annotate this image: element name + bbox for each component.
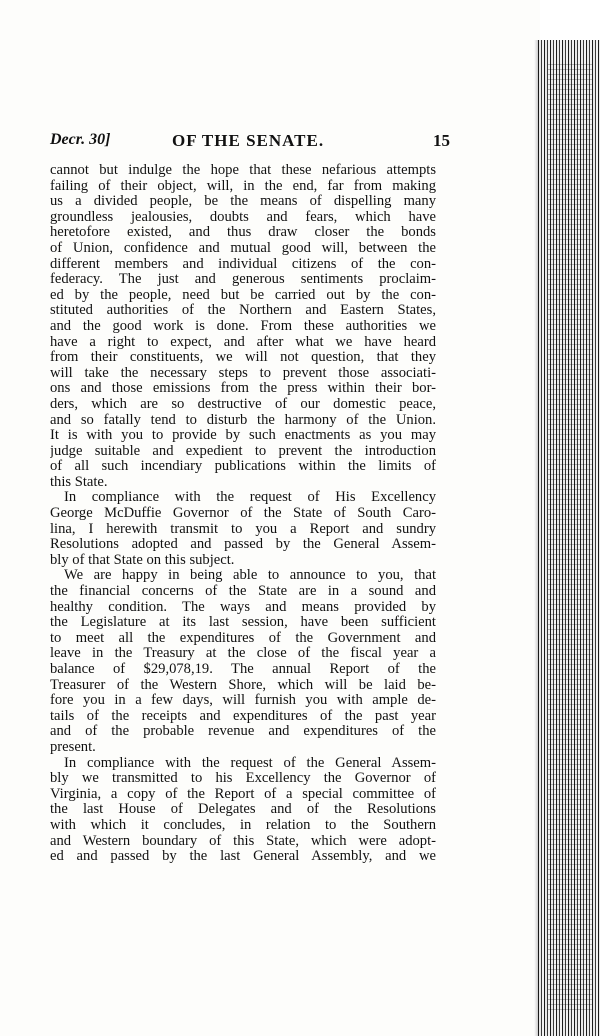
- text-line: heretofore existed, and thus draw closer the bonds: [50, 225, 436, 241]
- text-line: present.: [50, 739, 96, 755]
- body-text: [50, 163, 436, 865]
- paragraph: [50, 756, 436, 865]
- text-line: ed by the people, need but be carried out by the con-: [50, 287, 436, 303]
- paragraph: [50, 568, 436, 755]
- text-line: fore you in a few days, will furnish you with ample de-: [50, 693, 436, 709]
- text-line: to meet all the expenditures of the Government and: [50, 630, 436, 646]
- paragraph: [50, 490, 436, 568]
- text-line: In compliance with the request of His Excellency: [64, 490, 436, 506]
- text-line: with which it concludes, in relation to the Southern: [50, 817, 436, 833]
- paragraph: [50, 163, 436, 490]
- text-line: ed and passed by the last General Assembly, and we: [50, 849, 436, 865]
- text-line: Resolutions adopted and passed by the General Assem-: [50, 537, 436, 553]
- text-line: federacy. The just and generous sentiments proclaim-: [50, 272, 436, 288]
- text-line: of all such incendiary publications within the limits of: [50, 459, 436, 475]
- text-line: us a divided people, be the means of dispelling many: [50, 194, 436, 210]
- text-line: tails of the receipts and expenditures of the past year: [50, 708, 436, 724]
- text-line: have a right to expect, and after what we have heard: [50, 334, 436, 350]
- page-stack-texture: [548, 60, 592, 1010]
- text-line: of Union, confidence and mutual good will, between the: [50, 240, 436, 256]
- text-line: bly we transmitted to his Excellency the Governor of: [50, 771, 436, 787]
- text-line: will take the necessary steps to prevent those associati-: [50, 365, 436, 381]
- text-line: ders, which are so destructive of our domestic peace,: [50, 396, 436, 412]
- text-line: from their constituents, we will not question, that they: [50, 350, 436, 366]
- text-line: and of the probable revenue and expenditures of the: [50, 724, 436, 740]
- header-date: Decr. 30]: [50, 131, 111, 148]
- page-number: 15: [433, 131, 450, 150]
- text-line: In compliance with the request of the General Assem-: [64, 755, 436, 771]
- text-line: bly of that State on this subject.: [50, 552, 235, 568]
- text-line: stituted authorities of the Northern and Eastern States,: [50, 303, 436, 319]
- text-line: and Western boundary of this State, which were adopt-: [50, 833, 436, 849]
- text-line: leave in the Treasury at the close of the fiscal year a: [50, 646, 436, 662]
- text-line: the financial concerns of the State are in a sound and: [50, 584, 436, 600]
- text-line: balance of $29,078,19. The annual Report of the: [50, 662, 436, 677]
- text-line: this State.: [50, 474, 108, 490]
- text-line: George McDuffie Governor of the State of South Caro-: [50, 506, 436, 522]
- text-line: cannot but indulge the hope that these nefarious attempts: [50, 163, 436, 178]
- text-line: Treasurer of the Western Shore, which will be laid be-: [50, 677, 436, 693]
- text-line: and so fatally tend to disturb the harmony of the Union.: [50, 412, 436, 428]
- header-title: OF THE SENATE.: [172, 131, 325, 150]
- text-line: lina, I herewith transmit to you a Report and sundry: [50, 521, 436, 537]
- text-line: It is with you to provide by such enactments as you may: [50, 428, 436, 444]
- text-line: We are happy in being able to announce to you, that: [64, 568, 436, 584]
- text-line: ons and those emissions from the press within their bor-: [50, 381, 436, 397]
- text-line: failing of their object, will, in the end, far from making: [50, 178, 436, 194]
- text-line: Virginia, a copy of the Report of a special committee of: [50, 786, 436, 802]
- text-line: judge suitable and expedient to prevent the introduction: [50, 443, 436, 459]
- text-line: the last House of Delegates and of the Resolutions: [50, 802, 436, 818]
- text-line: and the good work is done. From these authorities we: [50, 318, 436, 334]
- text-line: healthy condition. The ways and means provided by: [50, 599, 436, 615]
- text-line: different members and individual citizens of the con-: [50, 256, 436, 272]
- text-line: groundless jealousies, doubts and fears, which have: [50, 209, 436, 225]
- running-header: [50, 131, 450, 155]
- text-line: the Legislature at its last session, have been sufficient: [50, 615, 436, 631]
